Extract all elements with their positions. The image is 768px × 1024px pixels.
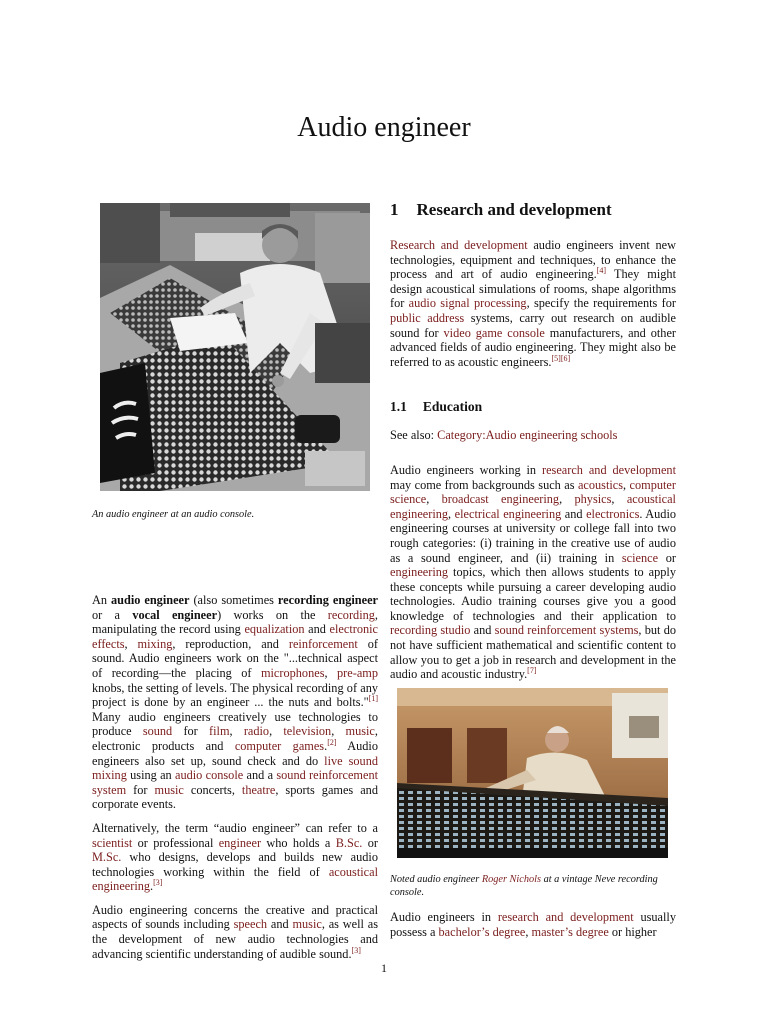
research-section	[390, 200, 676, 682]
page-title: Audio engineer	[297, 112, 471, 143]
text-run: They might design acoustical simulations of rooms, shape algorithms for	[390, 267, 677, 311]
inline-link[interactable]: computer games	[234, 738, 325, 753]
inline-link[interactable]: acoustical engineering	[390, 492, 676, 521]
text-run: , but do not have sufficient mathematical and scientific content to allow you to get a job in research and development in the audio and acoustic industry.	[390, 623, 676, 682]
inline-link[interactable]: physics	[574, 492, 612, 507]
text-run: for	[172, 724, 210, 739]
text-run: and	[267, 917, 293, 932]
text-run: manufacturers, and other advanced fields of audio engineering. They might also be referred to as acoustic engineers.	[390, 325, 676, 369]
text-run: systems, carry out research on audible sound for	[390, 310, 676, 340]
citation-link[interactable]: [4]	[596, 266, 607, 276]
text-run: and a	[243, 768, 277, 783]
inline-link[interactable]: electronic effects	[92, 622, 379, 651]
text-run: , electronic products and	[92, 724, 378, 753]
see-also-link[interactable]: Category:Audio engineering schools	[437, 428, 618, 443]
text-run: audio engineers invent new technologies, equipment and techniques, to enhance the process and art of audio engineering.	[390, 238, 676, 282]
text-run: topics, which then allows students to apply these concepts while pursuing a career developing audio technologies. Audio training courses give you a good knowledge of technologies and their application to	[390, 565, 676, 623]
inline-link[interactable]: microphones	[260, 665, 325, 680]
text-run: Audio engineers also set up, sound check and do	[92, 738, 378, 768]
citation-link[interactable]: [5][6]	[551, 353, 571, 363]
citation-link[interactable]: [7]	[527, 666, 537, 676]
education-paragraph-2	[390, 910, 676, 939]
citation	[369, 694, 378, 703]
inline-link[interactable]: reinforcement	[288, 636, 358, 651]
text-run: , reproduction, and	[172, 636, 289, 651]
inline-link[interactable]: public address	[390, 310, 465, 325]
inline-link[interactable]: video game console	[443, 325, 545, 340]
inline-link[interactable]: acoustical engineering	[92, 864, 378, 894]
text-run: or	[362, 835, 378, 850]
text-run: ,	[269, 724, 284, 739]
inline-link[interactable]: pre-amp	[337, 665, 378, 680]
text-run: (also sometimes	[189, 593, 278, 607]
inline-link[interactable]: theatre	[241, 782, 276, 797]
citation-link[interactable]: [2]	[327, 737, 337, 747]
text-run: ,	[559, 492, 575, 507]
citation-link[interactable]: [3]	[351, 945, 361, 955]
section-1-title: Research and development	[416, 200, 612, 219]
text-run: Audio engineers in	[390, 910, 498, 924]
inline-link[interactable]: engineering	[390, 565, 449, 580]
inline-link[interactable]: music	[154, 782, 184, 797]
text-run: Many audio engineers creatively use technologies to produce	[92, 709, 378, 739]
citation	[327, 738, 336, 747]
text-run: using an	[126, 768, 176, 783]
page-number: 1	[381, 961, 387, 975]
inline-link[interactable]: live sound mixing	[92, 753, 378, 783]
intro-paragraph-1	[92, 593, 378, 812]
text-run: may come from backgrounds such as	[390, 477, 578, 492]
inline-link[interactable]: music	[345, 724, 375, 739]
education-paragraph	[390, 463, 676, 682]
text-run: .	[150, 879, 154, 894]
inline-link[interactable]: computer science	[390, 477, 676, 507]
inline-link[interactable]: bachelor’s degree	[438, 924, 526, 939]
inline-link[interactable]: audio signal processing	[408, 296, 527, 311]
intro-paragraph-2	[92, 821, 378, 894]
inline-link[interactable]: electrical engineering	[454, 506, 562, 521]
bold-term: audio engineer	[111, 593, 190, 607]
text-run: Audio engineering concerns the creative and practical aspects of sounds including	[92, 902, 378, 932]
text-run: ,	[324, 665, 338, 680]
figure1-caption: An audio engineer at an audio console.	[92, 509, 255, 520]
text-run: ,	[525, 924, 532, 939]
text-run: and	[304, 622, 330, 637]
neve-console-illustration	[397, 688, 668, 858]
inline-link[interactable]: M.Sc.	[92, 850, 122, 865]
text-run: . Audio engineering courses at university or college fall into two rough categories: (i) training in the creative use of audio as a sound engineer, and (ii) training in	[390, 506, 677, 565]
text-run: An	[92, 593, 112, 607]
figure2-caption	[390, 873, 678, 899]
inline-link[interactable]: equalization	[244, 622, 305, 637]
citation	[527, 666, 536, 675]
section-1-number: 1	[390, 200, 399, 219]
section-1-1-heading	[390, 399, 676, 415]
inline-link[interactable]: film	[209, 724, 230, 739]
inline-link[interactable]: engineer	[218, 835, 262, 850]
citation	[597, 266, 606, 275]
bold-term: vocal engineer	[132, 607, 218, 622]
inline-link[interactable]: television	[283, 724, 332, 739]
text-run: ,	[229, 724, 244, 739]
text-run: who designs, develops and builds new audio technologies working within the field of	[92, 850, 378, 879]
inline-link[interactable]: master’s degree	[531, 924, 609, 939]
inline-link[interactable]: recording	[327, 607, 375, 622]
text-run: concerts,	[183, 782, 242, 797]
inline-link[interactable]: B.Sc.	[335, 835, 363, 850]
inline-link[interactable]: music	[292, 917, 322, 932]
section-1-heading	[390, 200, 676, 220]
inline-link[interactable]: recording studio	[390, 623, 471, 638]
intro-section	[92, 593, 378, 961]
inline-link[interactable]: audio console	[175, 768, 244, 783]
section-1-1-title: Education	[422, 399, 483, 415]
text-run: ,	[331, 724, 346, 739]
text-run: knobs, the setting of levels. The physical recording of any project is done by an engineer ... the nuts and bolts."	[92, 680, 378, 710]
inline-link[interactable]: scientist	[92, 835, 133, 850]
text-run: usually possess a	[390, 910, 676, 939]
text-run: ,	[611, 492, 627, 507]
text-run: or a	[92, 607, 133, 622]
figure2-caption-post: at a vintage Neve recording console.	[390, 874, 658, 898]
figure2-caption-pre: Noted audio engineer	[390, 874, 482, 885]
citation-link[interactable]: [3]	[153, 878, 163, 888]
roger-nichols-link[interactable]: Roger Nichols	[481, 874, 542, 885]
text-run: and	[561, 506, 587, 521]
text-run: ) works on the	[217, 607, 328, 622]
inline-link[interactable]: sound reinforcement system	[92, 768, 379, 797]
text-run: or	[658, 550, 676, 565]
citation	[552, 354, 571, 363]
text-run: Alternatively, the term “audio engineer” can refer to a	[92, 820, 378, 835]
section-1-1-number: 1.1	[390, 399, 407, 415]
text-run: .	[324, 738, 328, 753]
text-run: Audio engineers working in	[390, 462, 542, 477]
see-also-label: See also:	[390, 428, 438, 443]
text-run: , sports games and corporate events.	[92, 782, 378, 812]
text-run: or professional	[132, 835, 219, 850]
inline-link[interactable]: research and development	[541, 462, 676, 477]
research-paragraph	[390, 238, 676, 369]
text-run: ,	[426, 492, 442, 507]
text-run: or higher	[608, 924, 657, 939]
text-run: for	[126, 782, 155, 797]
citation	[352, 946, 361, 955]
audio-console-photo	[100, 203, 370, 491]
inline-link[interactable]: science	[621, 550, 659, 565]
inline-link[interactable]: speech	[233, 917, 268, 932]
inline-link[interactable]: radio	[243, 724, 270, 739]
inline-link[interactable]: mixing	[137, 636, 173, 651]
inline-link[interactable]: research and development	[497, 910, 634, 924]
text-run: of sound. Audio engineers work on the "...technical aspect of recording—the placing of	[92, 636, 378, 680]
text-run: ,	[124, 636, 138, 651]
see-also-line	[390, 428, 676, 443]
text-run: who holds a	[261, 835, 336, 850]
inline-link[interactable]: broadcast engineering	[441, 492, 560, 507]
inline-link[interactable]: sound reinforcement systems	[494, 623, 639, 638]
audio-console-illustration	[100, 203, 370, 491]
inline-link[interactable]: Research and development	[390, 238, 528, 252]
text-run: , as well as the development of new audio technologies and advancing scientific understanding of audible sound.	[92, 917, 378, 961]
text-run: ,	[448, 506, 455, 521]
citation-link[interactable]: [1]	[368, 694, 378, 704]
text-run: , manipulating the record using	[92, 607, 378, 637]
inline-link[interactable]: electronics	[586, 506, 640, 521]
intro-paragraph-3	[92, 903, 378, 961]
bold-term: recording engineer	[277, 593, 378, 607]
neve-console-photo	[397, 688, 668, 858]
inline-link[interactable]: acoustics	[577, 477, 624, 492]
citation	[153, 878, 162, 887]
text-run: , specify the requirements for	[526, 296, 676, 311]
text-run: ,	[623, 477, 630, 492]
text-run: and	[470, 623, 495, 638]
inline-link[interactable]: sound	[142, 724, 173, 739]
